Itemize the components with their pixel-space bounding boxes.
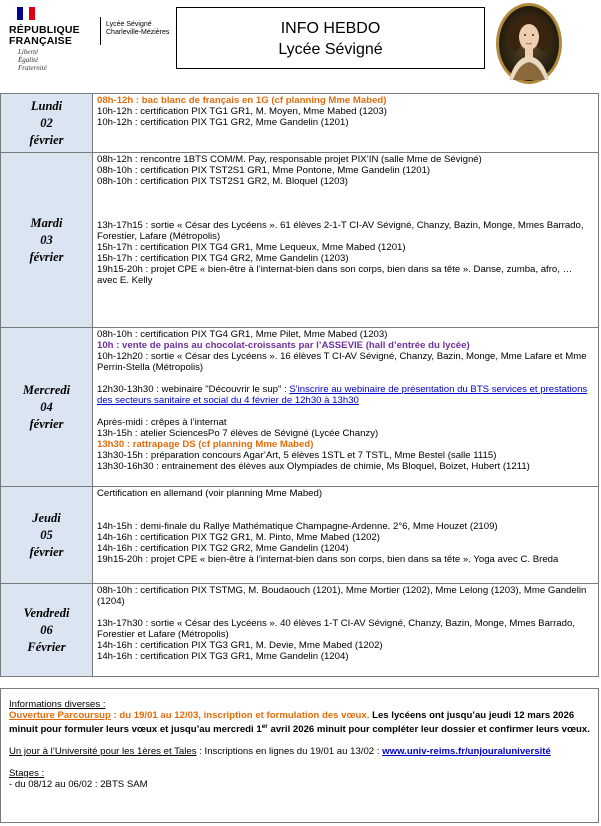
stages-heading: Stages : [9, 768, 45, 780]
day-cell-monday: Lundi 02 février [1, 94, 93, 152]
event-line: 14h-15h : demi-finale du Rallye Mathématique Champagne-Ardenne. 2°6, Mme Houzet (2109) [97, 521, 498, 532]
page-title: INFO HEBDO [280, 20, 381, 37]
event-line: 14h-16h : certification PIX TG2 GR2, Mme Gandelin (1204) [97, 543, 349, 554]
events-cell-friday [97, 585, 594, 662]
title-box [176, 7, 485, 69]
event-line: 10h-12h20 : sortie « César des Lycéens ». 16 élèves T CI-AV Sévigné, Chanzy, Bazin, Monge, Mme Lafare et Mme Perrin-Stella (Métropolis) [97, 351, 587, 373]
university-link[interactable]: www.univ-reims.fr/unjouraluniversité [382, 746, 551, 758]
day-cell-thursday: Jeudi 05 février [1, 487, 93, 583]
webinar-registration-link[interactable]: S'inscrire au webinaire de présentation du BTS services et prestations des secteurs sanitaire et social du 4 février de 12h30 à 13h30 [97, 384, 588, 406]
events-cell-wednesday [97, 329, 594, 472]
french-flag-logo [17, 7, 35, 20]
parcoursup-paragraph: Ouverture Parcoursup : du 19/01 au 12/03, inscription et formulation des vœux. Les lycéens ont jusqu’au jeudi 12 mars 2026 minuit pour formuler leurs vœux et jusqu’au mercredi 1er avril 2026 minuit pour compléter leur dossier et confirmer leurs vœux. [9, 710, 590, 736]
event-line: 13h30-16h30 : entrainement des élèves aux Olympiades de chimie, Ms Bloquel, Boizet, Hubert (1211) [97, 461, 530, 472]
schedule-row-monday [1, 94, 598, 152]
event-line: 13h-17h30 : sortie « César des Lycéens ». 40 élèves 1-T CI-AV Sévigné, Chanzy, Bazin, Monge, Mmes Barrado, Forestier et Lafare (Métropolis) [97, 618, 575, 640]
events-cell-tuesday [97, 154, 594, 286]
event-line: 14h-16h : certification PIX TG3 GR1, M. Devie, Mme Mabed (1202) [97, 640, 383, 651]
event-line: 08h-12h : bac blanc de français en 1G (cf planning Mme Mabed) [97, 95, 387, 106]
schedule-row-friday [1, 583, 598, 676]
university-day-paragraph: Un jour à l’Université pour les 1ères et Tales : Inscriptions en lignes du 19/01 au 13/02 : www.univ-reims.fr/unjouraluniversité [9, 746, 551, 758]
webinar-line: 12h30-13h30 : webinaire "Découvrir le sup" : S'inscrire au webinaire de présentation du BTS services et prestations des secteurs sanitaire et social du 4 février de 12h30 à 13h30 [97, 384, 588, 406]
event-line: 13h30 : rattrapage DS (cf planning Mme Mabed) [97, 439, 314, 450]
event-line: Après-midi : crêpes à l’internat [97, 417, 227, 428]
day-cell-tuesday: Mardi 03 février [1, 153, 93, 327]
events-cell-thursday [97, 488, 594, 565]
event-line: 15h-17h : certification PIX TG4 GR2, Mme Gandelin (1203) [97, 253, 349, 264]
event-line: 13h-17h15 : sortie « César des Lycéens ». 61 élèves 2-1-T CI-AV Sévigné, Chanzy, Bazin, Monge, Mmes Barrado, Forestier, Lafare (Métropolis) [97, 220, 584, 242]
event-line: 08h-10h : certification PIX TST2S1 GR1, Mme Pontone, Mme Gandelin (1201) [97, 165, 431, 176]
events-cell-monday [97, 95, 594, 128]
event-line: 08h-10h : certification PIX TG4 GR1, Mme Pilet, Mme Mabed (1203) [97, 329, 388, 340]
republic-line-1: RÉPUBLIQUE [9, 24, 80, 36]
event-line: 19h15-20h : projet CPE « bien-être à l’internat-bien dans son corps, bien dans sa tête ». Danse, zumba, afro, … avec E. Kelly [97, 264, 573, 286]
schedule-row-wednesday [1, 327, 598, 486]
page-subtitle: Lycée Sévigné [278, 41, 383, 58]
event-line: 08h-10h : certification PIX TSTMG, M. Boudaouch (1201), Mme Mortier (1202), Mme Lelong (1203), Mme Gandelin (1204) [97, 585, 587, 607]
schedule-row-tuesday [1, 152, 598, 327]
event-line: 13h-15h : atelier SciencesPo 7 élèves de Sévigné (Lycée Chanzy) [97, 428, 379, 439]
day-cell-wednesday: Mercredi 04 février [1, 328, 93, 486]
event-line: 13h30-15h : préparation concours Agar’Art, 5 élèves 1STL et 7 TSTL, Mme Bestel (salle 1115) [97, 450, 497, 461]
infos-heading: Informations diverses : [9, 699, 106, 710]
header-divider [100, 17, 101, 45]
event-line: 14h-16h : certification PIX TG3 GR1, Mme Gandelin (1204) [97, 651, 349, 662]
event-line: 10h-12h : certification PIX TG1 GR1, M. Moyen, Mme Mabed (1203) [97, 106, 387, 117]
event-line: 08h-12h : rencontre 1BTS COM/M. Pay, responsable projet PIX’IN (salle Mme de Sévigné) [97, 154, 482, 165]
school-name: Lycée Sévigné Charleville-Mézières [106, 21, 170, 36]
portrait-image [495, 2, 563, 85]
schedule-row-thursday [1, 486, 598, 583]
event-line: Certification en allemand (voir planning Mme Mabed) [97, 488, 323, 499]
weekly-schedule-table [0, 93, 599, 677]
day-cell-friday: Vendredi 06 Février [1, 584, 93, 676]
event-line: 10h : vente de pains au chocolat-croissants par l’ASSEVIE (hall d’entrée du lycée) [97, 340, 470, 351]
republic-motto: Liberté Égalité Fraternité [18, 48, 47, 72]
event-line: 15h-17h : certification PIX TG4 GR1, Mme Lequeux, Mme Mabed (1201) [97, 242, 406, 253]
republique-francaise-logo [9, 25, 80, 47]
stages-line: - du 08/12 au 06/02 : 2BTS SAM [9, 779, 148, 791]
event-line: 10h-12h : certification PIX TG1 GR2, Mme Gandelin (1201) [97, 117, 349, 128]
informations-box [0, 688, 599, 823]
event-line: 14h-16h : certification PIX TG2 GR1, M. Pinto, Mme Mabed (1202) [97, 532, 380, 543]
event-line: 19h15-20h : projet CPE « bien-être à l’internat-bien dans son corps, bien dans sa tête ». Yoga avec C. Breda [97, 554, 559, 565]
event-line: 08h-10h : certification PIX TST2S1 GR2, M. Bloquel (1203) [97, 176, 348, 187]
republic-line-2: FRANÇAISE [9, 35, 73, 47]
